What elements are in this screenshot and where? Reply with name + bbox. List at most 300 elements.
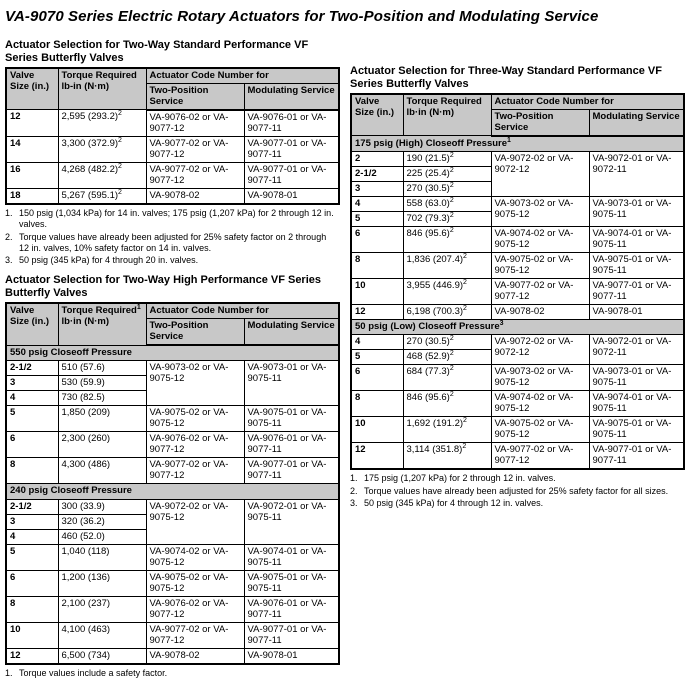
table-row xyxy=(6,163,339,189)
footnote-ref: 2 xyxy=(463,252,467,260)
cell-text: 510 (57.6) xyxy=(61,362,105,374)
cell-text: Torque Required xyxy=(61,69,137,81)
torque-cell xyxy=(403,335,491,350)
valve-size-cell xyxy=(6,648,58,664)
cell-text: 6 xyxy=(355,366,361,378)
two-position-header xyxy=(491,109,589,136)
valve-size-cell xyxy=(351,227,403,253)
cell-text: VA-9077-02 or VA-9077-12 xyxy=(494,444,574,467)
table-row xyxy=(6,499,339,514)
cell-text: 2-1/2 xyxy=(10,362,32,374)
cell-text: VA-9073-02 or VA-9075-12 xyxy=(149,362,229,385)
cell-text: VA-9077-02 or VA-9077-12 xyxy=(149,164,229,187)
valve-size-cell xyxy=(6,458,58,484)
modulating-code-cell xyxy=(589,227,684,253)
footnote-number: 1. xyxy=(5,667,13,678)
footnote-number: 1. xyxy=(350,473,358,484)
right-column xyxy=(350,25,684,680)
cell-text: 2,300 (260) xyxy=(61,433,111,445)
cell-text: 12 xyxy=(10,111,21,123)
torque-cell xyxy=(403,197,491,212)
valve-size-cell xyxy=(6,137,58,163)
valve-size-cell xyxy=(351,350,403,365)
footnote-ref: 2 xyxy=(449,365,454,373)
cell-text: 4,300 (486) xyxy=(61,459,111,471)
cell-text: 300 (33.9) xyxy=(61,500,105,512)
modulating-header xyxy=(589,109,684,136)
modulating-code-cell xyxy=(244,137,339,163)
table-row xyxy=(351,227,684,253)
footnote-ref: 2 xyxy=(449,391,454,399)
cell-text: VA-9073-01 or VA-9075-11 xyxy=(592,198,672,221)
cell-text: 1,850 (209) xyxy=(61,407,111,419)
valve-size-cell xyxy=(351,417,403,443)
modulating-code-cell xyxy=(244,361,339,406)
cell-text: 2 xyxy=(355,153,361,164)
two-position-code-cell xyxy=(146,189,244,205)
section-heading: Actuator Selection for Three-Way Standard Performance VF Series Butterfly Valves xyxy=(350,65,662,90)
torque-cell xyxy=(58,529,146,544)
section-heading: Actuator Selection for Two-Way High Performance VF Series Butterfly Valves xyxy=(5,274,322,300)
two-position-code-cell xyxy=(146,458,244,484)
footnote-ref: 2 xyxy=(449,181,454,189)
valve-size-cell xyxy=(351,279,403,305)
left-column xyxy=(5,25,339,680)
table-row xyxy=(6,361,339,376)
torque-cell xyxy=(58,544,146,570)
cell-text: 12 xyxy=(10,649,21,661)
cell-text: VA-9075-01 or VA-9075-11 xyxy=(592,254,672,277)
torque-cell xyxy=(403,279,491,305)
footnote-ref: 2 xyxy=(449,350,454,358)
cell-text: VA-9078-01 xyxy=(247,649,298,661)
cell-text: 4 xyxy=(355,336,361,348)
table-header xyxy=(351,94,684,136)
cell-text: 14 xyxy=(10,138,21,150)
cell-text: 2,100 (237) xyxy=(61,597,111,609)
cell-text: VA-9074-02 or VA-9075-12 xyxy=(494,392,574,415)
cell-text: 5,267 (595.1) xyxy=(61,190,119,202)
modulating-code-cell xyxy=(589,365,684,391)
footnote-text: 150 psig (1,034 kPa) for 14 in. valves; 175 psig (1,207 kPa) for 2 through 12 in. valves. xyxy=(19,208,334,230)
torque-cell xyxy=(58,514,146,529)
valve-size-header xyxy=(6,68,58,110)
cell-text: VA-9076-01 or VA-9077-11 xyxy=(247,111,327,134)
cell-text: VA-9078-01 xyxy=(247,190,298,202)
footnote-number: 1. xyxy=(5,208,13,219)
torque-cell xyxy=(403,305,491,320)
footnote-ref: 2 xyxy=(118,162,122,170)
valve-size-cell xyxy=(6,361,58,376)
actuator-code-group-header xyxy=(146,68,339,84)
cell-text: lb·in (N·m) xyxy=(406,106,454,118)
valve-size-cell xyxy=(6,499,58,514)
valve-size-cell xyxy=(351,335,403,350)
cell-text: VA-9073-02 or VA-9075-12 xyxy=(494,198,574,221)
two-position-code-cell xyxy=(491,365,589,391)
cell-text: VA-9075-01 or VA-9075-11 xyxy=(247,407,327,430)
cell-text: VA-9073-02 or VA-9075-12 xyxy=(494,366,574,389)
cell-text: 8 xyxy=(10,597,16,609)
cell-text: Two-Position Service xyxy=(149,84,209,107)
cell-text: 460 (52.0) xyxy=(61,530,105,542)
two-position-code-cell xyxy=(491,335,589,365)
valve-size-cell xyxy=(351,197,403,212)
table-body xyxy=(6,110,339,204)
footnote-number: 2. xyxy=(5,231,13,242)
valve-size-cell xyxy=(351,365,403,391)
two-position-code-cell xyxy=(146,137,244,163)
section-label-row xyxy=(351,136,684,152)
cell-text: Modulating Service xyxy=(247,320,335,332)
cell-text: 8 xyxy=(355,392,361,404)
cell-text: 240 psig Closeoff Pressure xyxy=(10,485,132,497)
valve-size-cell xyxy=(351,443,403,470)
table-row xyxy=(351,335,684,350)
cell-text: 684 (77.3) xyxy=(406,366,450,378)
cell-text: VA-9075-02 or VA-9075-12 xyxy=(494,418,574,441)
cell-text: 5 xyxy=(355,351,361,363)
modulating-code-cell xyxy=(589,253,684,279)
table-row xyxy=(6,570,339,596)
valve-size-cell xyxy=(6,544,58,570)
cell-text: 12 xyxy=(355,306,366,318)
torque-header xyxy=(58,68,146,110)
valve-size-cell xyxy=(6,406,58,432)
table-row xyxy=(351,305,684,320)
torque-cell xyxy=(58,361,146,376)
torque-cell xyxy=(58,163,146,189)
cell-text: 2-1/2 xyxy=(355,168,377,180)
cell-text: VA-9074-02 or VA-9075-12 xyxy=(149,545,229,568)
cell-text: VA-9074-01 or VA-9075-11 xyxy=(592,228,672,251)
footnote-item xyxy=(350,498,680,509)
torque-cell xyxy=(58,570,146,596)
footnote-ref: 2 xyxy=(463,305,467,313)
valve-size-cell xyxy=(6,622,58,648)
cell-text: 730 (82.5) xyxy=(61,392,105,404)
torque-cell xyxy=(58,596,146,622)
footnote-item xyxy=(5,208,335,231)
cell-text: 846 (95.6) xyxy=(406,228,450,240)
cell-text: 6,500 (734) xyxy=(61,649,111,661)
cell-text: 1,836 (207.4) xyxy=(406,254,464,266)
document-title: VA-9070 Series Electric Rotary Actuators for Two-Position and Modulating Service xyxy=(5,8,599,25)
modulating-code-cell xyxy=(244,648,339,664)
cell-text: Torque Required xyxy=(61,305,137,317)
modulating-code-cell xyxy=(244,189,339,205)
two-position-code-cell xyxy=(146,622,244,648)
two-position-code-cell xyxy=(491,279,589,305)
cell-text: VA-9078-02 xyxy=(149,190,200,202)
footnote-item xyxy=(350,473,680,484)
two-position-code-cell xyxy=(491,227,589,253)
table-row xyxy=(351,152,684,167)
table-header xyxy=(6,303,339,345)
valve-size-cell xyxy=(6,570,58,596)
actuator-table xyxy=(5,67,340,205)
cell-text: 6 xyxy=(10,571,16,583)
cell-text: VA-9074-01 or VA-9075-11 xyxy=(592,392,672,415)
modulating-code-cell xyxy=(589,152,684,197)
table-row xyxy=(351,279,684,305)
cell-text: 10 xyxy=(10,623,21,635)
table-body xyxy=(6,345,339,663)
cell-text: 846 (95.6) xyxy=(406,392,450,404)
footnote-ref: 2 xyxy=(449,151,454,159)
valve-size-cell xyxy=(6,432,58,458)
torque-cell xyxy=(58,137,146,163)
footnote-number: 2. xyxy=(350,485,358,496)
footnote-ref: 1 xyxy=(136,304,141,312)
cell-text: lb-in (N·m) xyxy=(61,80,109,92)
valve-size-header xyxy=(6,303,58,345)
table-row xyxy=(6,458,339,484)
torque-cell xyxy=(58,391,146,406)
two-position-code-cell xyxy=(491,152,589,197)
table-block xyxy=(5,274,339,679)
footnote-ref: 2 xyxy=(449,211,454,219)
cell-text: 8 xyxy=(10,459,16,471)
cell-text: Torque Required xyxy=(406,95,482,107)
valve-size-cell xyxy=(351,167,403,182)
footnote-text: 175 psig (1,207 kPa) for 2 through 12 in. valves. xyxy=(364,473,556,484)
torque-cell xyxy=(403,253,491,279)
cell-text: 4,100 (463) xyxy=(61,623,111,635)
modulating-code-cell xyxy=(244,622,339,648)
cell-text: Actuator Code Number for xyxy=(494,95,614,107)
torque-cell xyxy=(58,406,146,432)
cell-text: 3,114 (351.8) xyxy=(406,444,463,456)
cell-text: 530 (59.9) xyxy=(61,377,105,389)
cell-text: 4 xyxy=(10,530,16,542)
closeoff-pressure-label xyxy=(6,484,339,499)
torque-cell xyxy=(403,167,491,182)
torque-cell xyxy=(403,443,491,470)
table-header xyxy=(6,68,339,110)
cell-text: VA-9077-01 or VA-9077-11 xyxy=(592,444,672,467)
cell-text: 270 (30.5) xyxy=(406,183,450,195)
header-row-group xyxy=(6,68,339,84)
cell-text: VA-9077-01 or VA-9077-11 xyxy=(247,164,327,187)
valve-size-cell xyxy=(6,596,58,622)
footnote-item xyxy=(5,668,335,679)
valve-size-cell xyxy=(351,182,403,197)
cell-text: VA-9075-02 or VA-9075-12 xyxy=(149,571,229,594)
cell-text: VA-9077-01 or VA-9077-11 xyxy=(592,280,672,303)
two-position-code-cell xyxy=(491,253,589,279)
torque-cell xyxy=(58,458,146,484)
two-position-code-cell xyxy=(146,499,244,544)
two-position-code-cell xyxy=(146,163,244,189)
cell-text: 225 (25.4) xyxy=(406,168,450,180)
cell-text: Actuator Code Number for xyxy=(149,69,269,81)
actuator-table xyxy=(5,302,340,664)
table-row xyxy=(6,544,339,570)
modulating-code-cell xyxy=(244,432,339,458)
cell-text: Valve Size (in.) xyxy=(10,69,50,92)
footnote-number: 3. xyxy=(350,497,358,508)
table-row xyxy=(351,253,684,279)
torque-cell xyxy=(58,110,146,137)
valve-size-header xyxy=(351,94,403,136)
footnote-text: 50 psig (345 kPa) for 4 through 12 in. valves. xyxy=(364,497,544,508)
torque-cell xyxy=(403,417,491,443)
modulating-code-cell xyxy=(589,443,684,470)
header-row-group xyxy=(351,94,684,110)
footnote-item xyxy=(350,486,680,497)
cell-text: VA-9077-02 or VA-9077-12 xyxy=(494,280,574,303)
cell-text: 1,040 (118) xyxy=(61,545,110,557)
cell-text: 10 xyxy=(355,280,366,292)
valve-size-cell xyxy=(351,391,403,417)
modulating-header xyxy=(244,83,339,110)
table-row xyxy=(6,596,339,622)
torque-cell xyxy=(403,350,491,365)
actuator-code-group-header xyxy=(491,94,684,110)
valve-size-cell xyxy=(6,514,58,529)
two-position-code-cell xyxy=(146,570,244,596)
modulating-code-cell xyxy=(244,163,339,189)
footnote-text: Torque values include a safety factor. xyxy=(19,667,168,678)
table-block xyxy=(350,65,684,509)
cell-text: VA-9078-02 xyxy=(494,306,545,318)
table-row xyxy=(351,417,684,443)
table-row xyxy=(6,137,339,163)
torque-cell xyxy=(58,432,146,458)
torque-cell xyxy=(58,499,146,514)
cell-text: VA-9076-02 or VA-9077-12 xyxy=(149,111,229,134)
footnote-ref: 2 xyxy=(118,110,122,118)
cell-text: 190 (21.5) xyxy=(406,153,450,164)
footnote-ref: 3 xyxy=(499,320,504,328)
footnote-text: Torque values have already been adjusted for 25% safety factor for all sizes. xyxy=(364,485,669,496)
valve-size-cell xyxy=(6,529,58,544)
table-row xyxy=(351,443,684,470)
cell-text: VA-9077-01 or VA-9077-11 xyxy=(247,459,327,482)
two-position-code-cell xyxy=(146,544,244,570)
cell-text: 5 xyxy=(355,213,361,225)
table-row xyxy=(6,406,339,432)
cell-text: VA-9077-02 or VA-9077-12 xyxy=(149,138,229,161)
two-position-code-cell xyxy=(491,443,589,470)
cell-text: VA-9076-02 or VA-9077-12 xyxy=(149,597,229,620)
cell-text: 4 xyxy=(355,198,361,210)
cell-text: VA-9077-01 or VA-9077-11 xyxy=(247,138,327,161)
cell-text: Modulating Service xyxy=(592,110,680,122)
table-row xyxy=(6,648,339,664)
torque-cell xyxy=(403,227,491,253)
modulating-header xyxy=(244,319,339,346)
cell-text: 3,300 (372.9) xyxy=(61,138,119,150)
footnote-ref: 1 xyxy=(507,136,511,144)
footnotes xyxy=(350,473,680,509)
valve-size-cell xyxy=(351,253,403,279)
footnote-ref: 2 xyxy=(449,196,454,204)
torque-header xyxy=(403,94,491,136)
cell-text: VA-9072-02 or VA-9075-12 xyxy=(149,500,229,523)
torque-cell xyxy=(403,152,491,167)
cell-text: VA-9072-01 or VA-9072-11 xyxy=(592,153,672,176)
cell-text: 1,692 (191.2) xyxy=(406,418,464,430)
cell-text: VA-9077-02 or VA-9077-12 xyxy=(149,623,229,646)
valve-size-cell xyxy=(351,305,403,320)
cell-text: VA-9078-01 xyxy=(592,306,643,318)
cell-text: VA-9072-02 or VA-9072-12 xyxy=(494,336,574,359)
cell-text: VA-9072-01 or VA-9072-11 xyxy=(592,336,672,359)
cell-text: 558 (63.0) xyxy=(406,198,450,210)
two-position-code-cell xyxy=(491,417,589,443)
actuator-code-group-header xyxy=(146,303,339,319)
cell-text: VA-9077-02 or VA-9077-12 xyxy=(149,459,229,482)
footnote-ref: 2 xyxy=(449,166,454,174)
modulating-code-cell xyxy=(589,197,684,227)
table-row xyxy=(6,432,339,458)
content-columns xyxy=(5,25,680,680)
footnote-ref: 2 xyxy=(462,443,467,451)
cell-text: 1,200 (136) xyxy=(61,571,111,583)
torque-cell xyxy=(58,376,146,391)
footnote-ref: 2 xyxy=(449,335,454,343)
cell-text: Valve Size (in.) xyxy=(355,95,395,118)
footnotes xyxy=(5,208,335,266)
cell-text: 3 xyxy=(10,377,16,389)
footnote-ref: 2 xyxy=(118,136,122,144)
cell-text: 10 xyxy=(355,418,366,430)
table-row xyxy=(6,189,339,205)
torque-cell xyxy=(403,182,491,197)
two-position-code-cell xyxy=(146,110,244,137)
footnote-item xyxy=(5,232,335,255)
torque-cell xyxy=(58,648,146,664)
cell-text: Two-Position Service xyxy=(149,320,209,343)
footnote-ref: 2 xyxy=(463,417,467,425)
section-label-row xyxy=(6,345,339,361)
footnote-number: 3. xyxy=(5,255,13,266)
cell-text: 3,955 (446.9) xyxy=(406,280,464,292)
cell-text: 6 xyxy=(355,228,361,240)
two-position-code-cell xyxy=(491,305,589,320)
cell-text: 270 (30.5) xyxy=(406,336,450,348)
footnote-ref: 2 xyxy=(118,188,122,196)
cell-text: 3 xyxy=(355,183,361,195)
footnote-item xyxy=(5,255,335,266)
valve-size-cell xyxy=(351,212,403,227)
cell-text: 50 psig (Low) Closeoff Pressure xyxy=(355,321,500,333)
cell-text: 4 xyxy=(10,392,16,404)
modulating-code-cell xyxy=(589,391,684,417)
modulating-code-cell xyxy=(244,499,339,544)
modulating-code-cell xyxy=(589,417,684,443)
two-position-code-cell xyxy=(146,361,244,406)
closeoff-pressure-label xyxy=(351,136,684,152)
cell-text: 12 xyxy=(355,444,366,456)
cell-text: VA-9074-02 or VA-9075-12 xyxy=(494,228,574,251)
cell-text: Two-Position Service xyxy=(494,110,554,133)
actuator-table xyxy=(350,93,685,470)
cell-text: Modulating Service xyxy=(247,84,335,96)
cell-text: VA-9075-01 or VA-9075-11 xyxy=(247,571,327,594)
cell-text: 2,595 (293.2) xyxy=(61,111,119,123)
modulating-code-cell xyxy=(589,335,684,365)
valve-size-cell xyxy=(351,152,403,167)
footnote-ref: 2 xyxy=(463,278,467,286)
two-position-code-cell xyxy=(491,197,589,227)
torque-cell xyxy=(403,391,491,417)
modulating-code-cell xyxy=(244,570,339,596)
cell-text: 2-1/2 xyxy=(10,500,32,512)
cell-text: 3 xyxy=(10,515,16,527)
